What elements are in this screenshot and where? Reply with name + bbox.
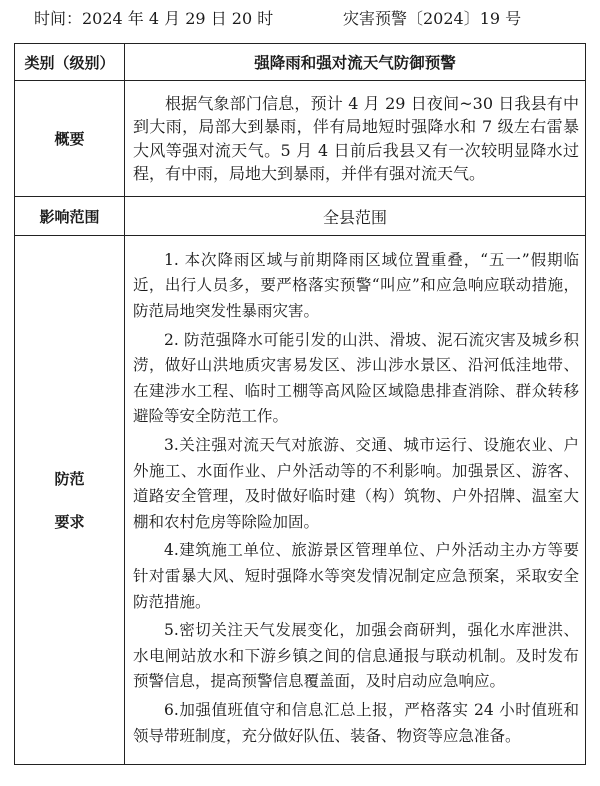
table-row-category — [15, 44, 586, 81]
requirements-list — [125, 244, 585, 756]
category-label: 类别（级别） — [15, 44, 125, 81]
summary-cell — [125, 81, 586, 197]
requirement-item: 5.密切关注天气发展变化，加强会商研判，强化水库泄洪、水电闸站放水和下游乡镇之间的信息通报与联动机制。及时发布预警信息，提高预警信息覆盖面，及时启动应急响应。 — [133, 621, 579, 691]
document-header — [34, 4, 566, 34]
requirement-item: 4.建筑施工单位、旅游景区管理单位、户外活动主办方等要针对雷暴大风、短时强降水等突发情况制定应急预案，采取安全防范措施。 — [133, 541, 579, 611]
table-row-requirements — [15, 236, 586, 765]
requirement-item: 3.关注强对流天气对旅游、交通、城市运行、设施农业、户外施工、水面作业、户外活动等的不利影响。加强景区、游客、道路安全管理，及时做好临时建（构）筑物、户外招牌、温室大棚和农村危房等除险加固。 — [133, 436, 579, 531]
requirements-label — [15, 236, 125, 765]
requirement-item: 1. 本次降雨区域与前期降雨区域位置重叠，“五一”假期临近，出行人员多，要严格落实预警“叫应”和应急响应联动措施，防范局地突发性暴雨灾害。 — [133, 250, 579, 321]
warning-table — [14, 43, 586, 765]
scope-text: 全县范围 — [125, 197, 586, 236]
requirements-cell — [125, 236, 586, 765]
summary-label: 概要 — [15, 81, 125, 197]
scope-label: 影响范围 — [15, 197, 125, 236]
document-number: 灾害预警〔2024〕19 号 — [343, 9, 522, 28]
requirements-label-line1: 防范 — [54, 470, 85, 488]
summary-text: 根据气象部门信息，预计 4 月 29 日夜间~30 日我县有中到大雨，局部大到暴雨，伴有局地短时强降水和 7 级左右雷暴大风等强对流天气。5 月 4 日前后我县又有一次较明显降水过程，有中雨，局地大到暴雨，并伴有强对流天气。 — [133, 93, 579, 183]
issue-time: 时间：2024 年 4 月 29 日 20 时 — [34, 9, 274, 28]
requirements-label-line2: 要求 — [54, 513, 85, 531]
warning-title: 强降雨和强对流天气防御预警 — [125, 44, 586, 81]
requirement-item: 6.加强值班值守和信息汇总上报，严格落实 24 小时值班和领导带班制度，充分做好队伍、装备、物资等应急准备。 — [133, 700, 579, 745]
table-row-scope — [15, 197, 586, 236]
requirement-item: 2. 防范强降水可能引发的山洪、滑坡、泥石流灾害及城乡积涝，做好山洪地质灾害易发区、涉山涉水景区、沿河低洼地带、在建涉水工程、临时工棚等高风险区域隐患排查消除、群众转移避险等安全防范工作。 — [133, 330, 579, 426]
table-row-summary — [15, 81, 586, 197]
